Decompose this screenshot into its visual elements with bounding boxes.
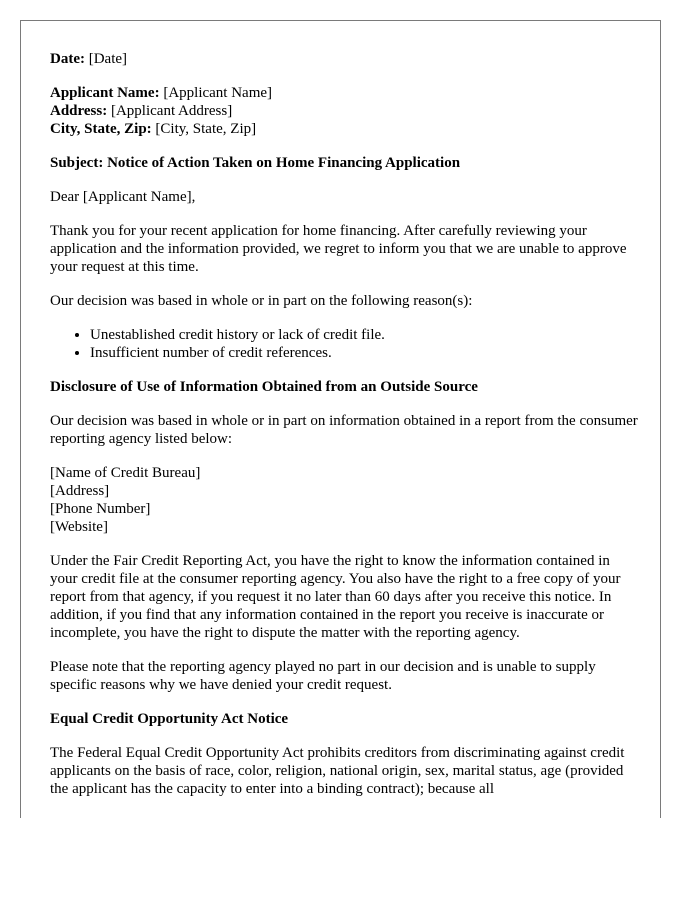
city-value: [City, State, Zip] (155, 121, 257, 137)
address-line (50, 102, 640, 120)
letter-body (50, 50, 640, 814)
salutation: Dear [Applicant Name], (50, 189, 196, 205)
bureau-phone: [Phone Number] (50, 501, 151, 517)
subject-line: Subject: Notice of Action Taken on Home Financing Application (50, 155, 461, 171)
list-item: • Insufficient number of credit references. (90, 344, 640, 362)
disclosure-paragraph: Our decision was based in whole or in part on information obtained in a report from the consumer reporting agency listed below: (50, 413, 638, 447)
address-label: Address: (50, 103, 108, 119)
ecoa-paragraph: The Federal Equal Credit Opportunity Act prohibits creditors from discriminating against credit applicants on the basis of race, color, religion, national origin, sex, marital status, age (provided the applicant has the capacity to enter into a binding contract); because all (50, 745, 625, 797)
applicant-info (50, 84, 640, 138)
reasons-list (50, 326, 640, 362)
ecoa-heading: Equal Credit Opportunity Act Notice (50, 711, 289, 727)
credit-bureau-info (50, 464, 640, 536)
applicant-name-value: [Applicant Name] (163, 85, 273, 101)
city-label: City, State, Zip: (50, 121, 152, 137)
address-value: [Applicant Address] (110, 103, 233, 119)
date-line (50, 50, 640, 68)
letter-page (20, 20, 661, 818)
city-line (50, 120, 640, 138)
applicant-name-line (50, 84, 640, 102)
intro-paragraph: Thank you for your recent application for home financing. After carefully reviewing your application and the information provided, we regret to inform you that we are unable to approve your request at this time. (50, 223, 627, 275)
bureau-address: [Address] (50, 483, 110, 499)
bureau-name: [Name of Credit Bureau] (50, 465, 201, 481)
agency-note: Please note that the reporting agency played no part in our decision and is unable to supply specific reasons why we have denied your credit request. (50, 659, 596, 693)
date-label: Date: (50, 51, 85, 67)
disclosure-heading: Disclosure of Use of Information Obtained from an Outside Source (50, 379, 478, 395)
applicant-name-label: Applicant Name: (50, 85, 160, 101)
bureau-website: [Website] (50, 519, 108, 535)
date-value: [Date] (88, 51, 128, 67)
fcra-paragraph: Under the Fair Credit Reporting Act, you have the right to know the information contained in your credit file at the consumer reporting agency. You also have the right to a free copy of your report from that agency, if you request it no later than 60 days after you receive this notice. In addition, if you find that any information contained in the report you receive is inaccurate or incomplete, you have the right to dispute the matter with the reporting agency. (50, 553, 621, 641)
list-item: • Unestablished credit history or lack of credit file. (90, 326, 640, 344)
reasons-intro: Our decision was based in whole or in part on the following reason(s): (50, 293, 473, 309)
